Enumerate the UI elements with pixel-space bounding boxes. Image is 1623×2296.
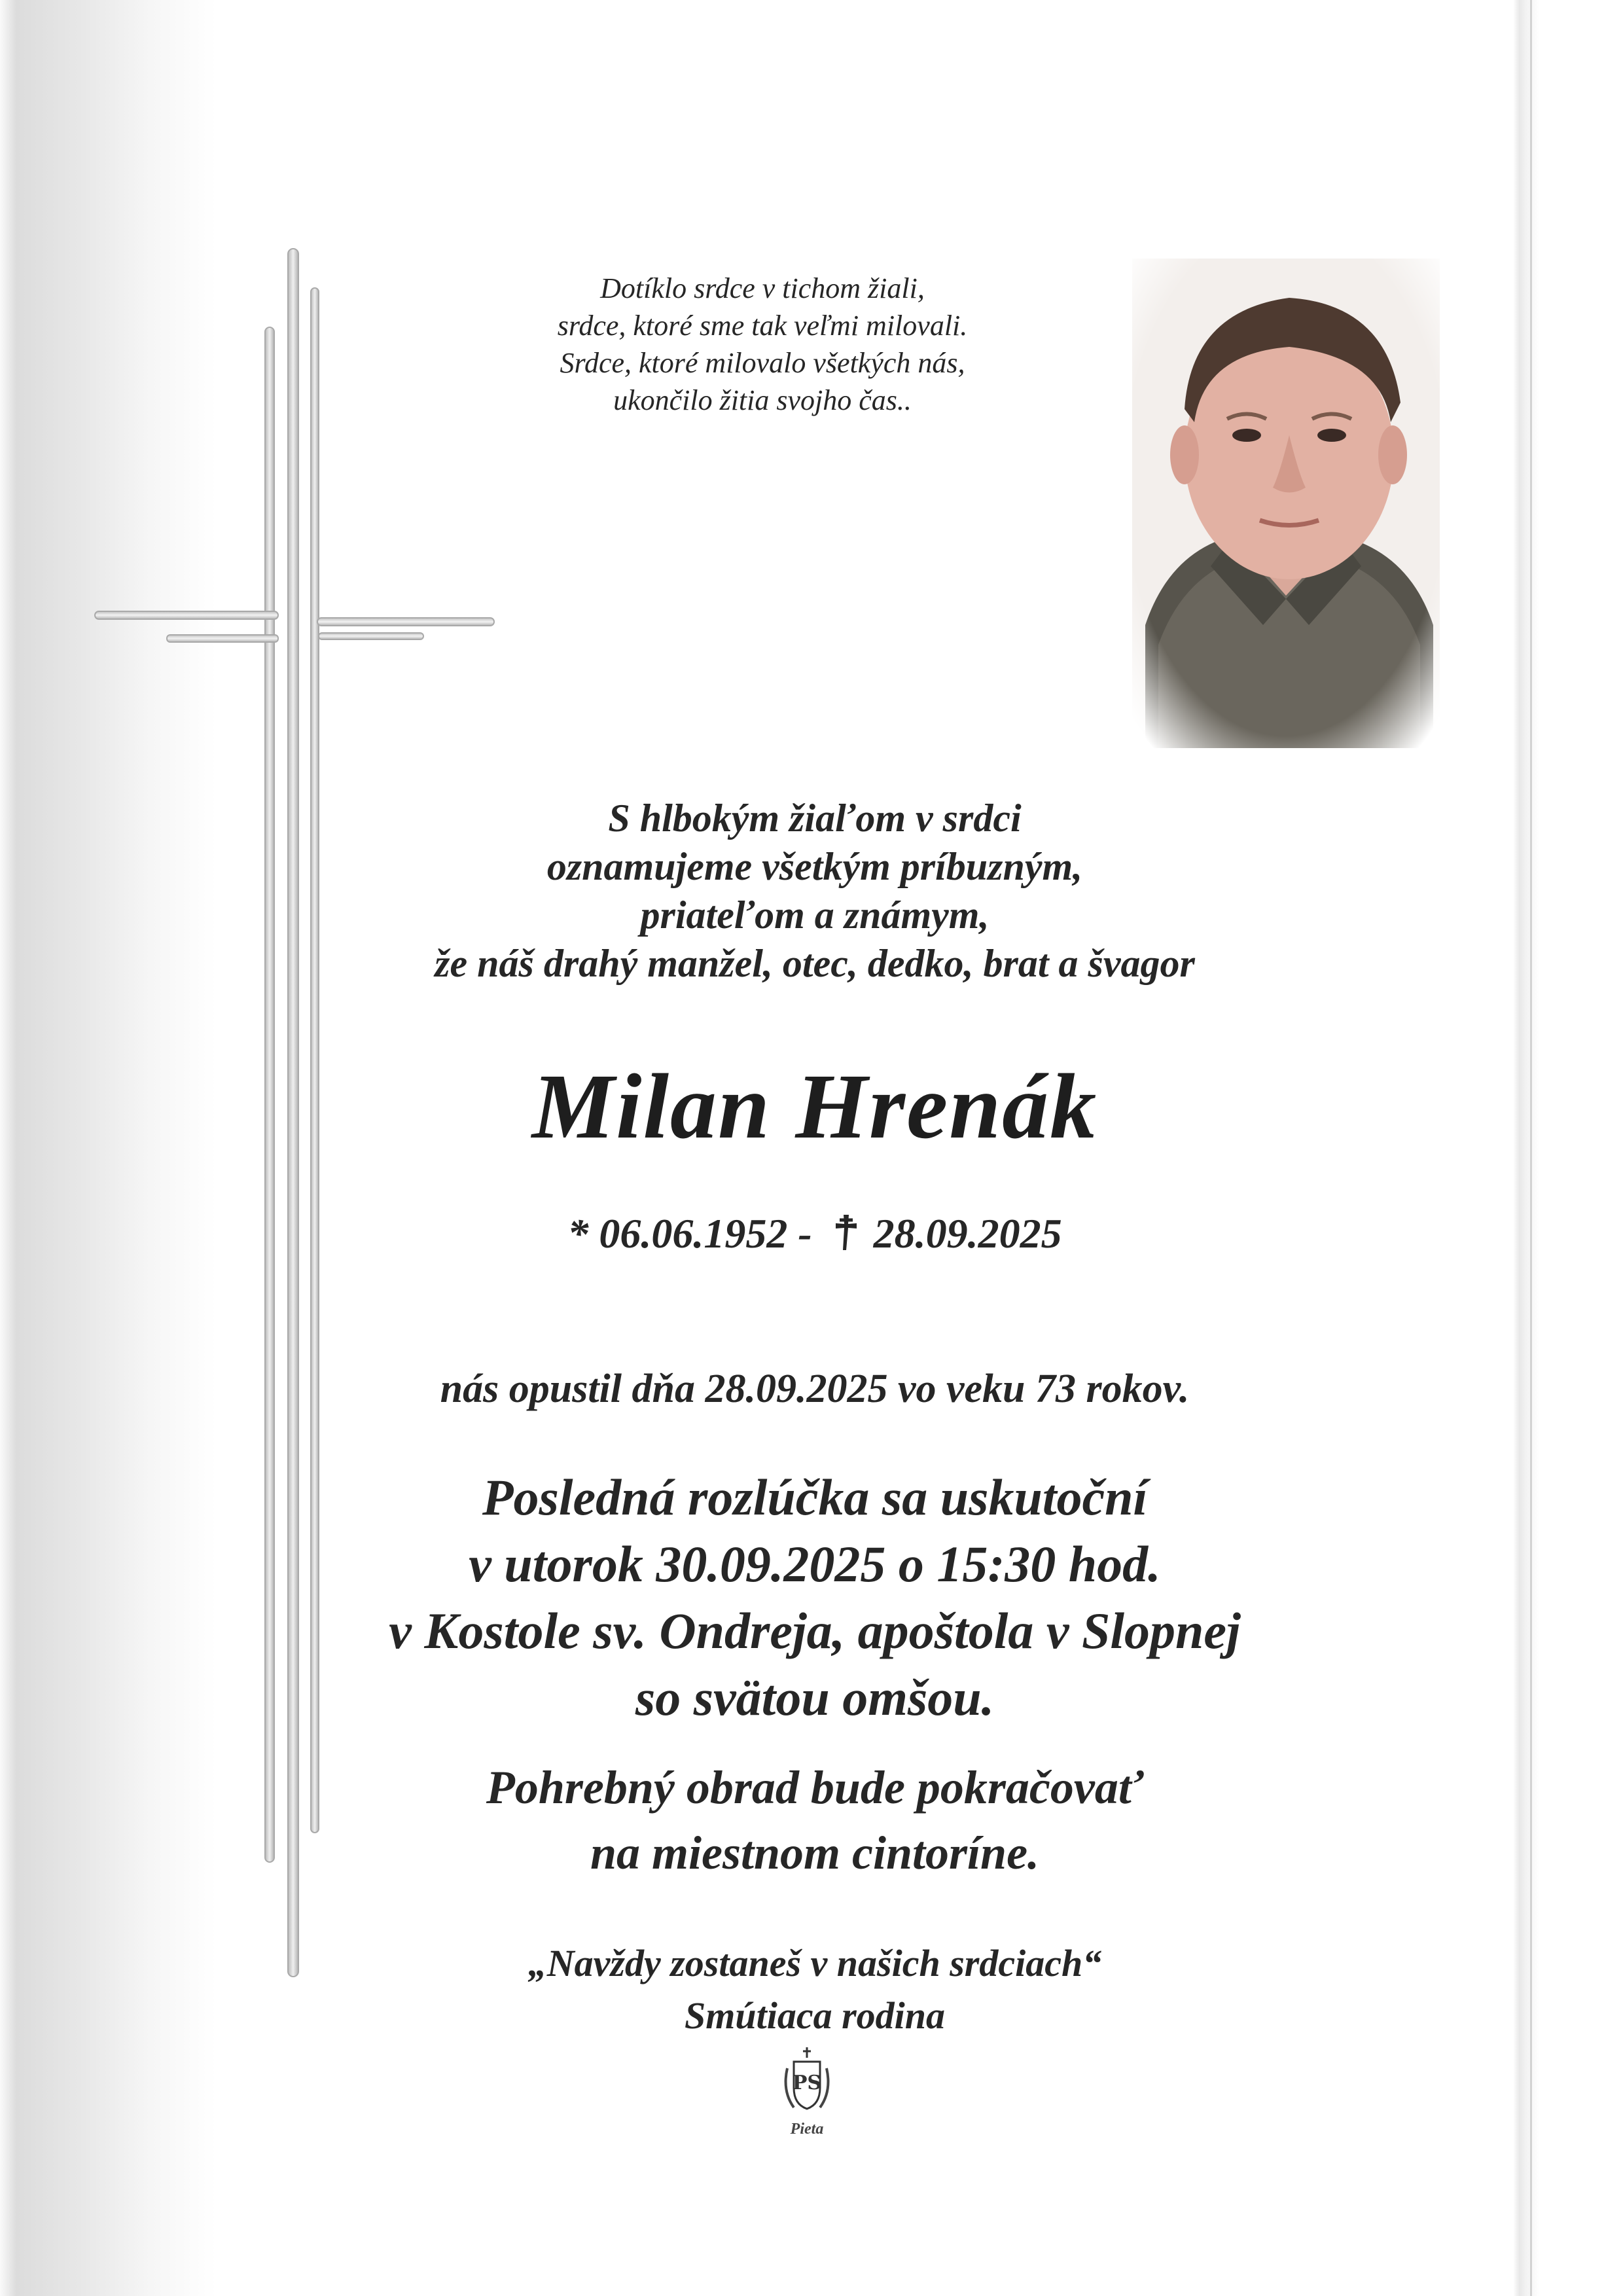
closing-text [262,1937,1368,2042]
announcement-line: oznamujeme všetkým príbuzným, [546,845,1083,888]
deceased-name: Milan Hrenák [531,1054,1098,1158]
cross-horizontal-bar-4 [319,633,423,639]
life-dates [262,1208,1368,1260]
death-date: 28.09.2025 [873,1210,1062,1257]
funeral-info [262,1464,1368,1731]
funeral-line: so svätou omšou. [635,1669,995,1726]
closing-signature: Smútiaca rodina [684,1994,946,2037]
funeral-line: Posledná rozlúčka sa uskutoční [482,1469,1148,1526]
burial-line: na miestnom cintoríne. [590,1827,1040,1879]
verse-line: Dotíklo srdce v tichom žiali, [600,272,925,304]
page-right-edge [1513,0,1539,2296]
verse-line: Srdce, ktoré milovalo všetkých nás, [560,347,965,379]
closing-quote: „Navždy zostaneš v našich srdciach“ [527,1942,1102,1984]
passed-away-text: nás opustil dňa 28.09.2025 vo veku 73 rokov. [440,1367,1190,1411]
logo-caption: Pieta [790,2121,824,2138]
page-fold-shadow [0,0,216,2296]
burial-line: Pohrebný obrad bude pokračovať [486,1761,1144,1814]
funeral-line: v utorok 30.09.2025 o 15:30 hod. [469,1535,1161,1592]
cross-horizontal-bar-2 [317,618,494,626]
logo-monogram: PS [792,2072,822,2094]
memorial-verse [380,270,1145,419]
announcement-text [262,794,1368,988]
page-right-line [1530,0,1532,2296]
announcement-line: priateľom a známym, [640,893,990,937]
cross-icon [832,1213,861,1251]
deceased-portrait [1132,259,1440,748]
funeral-line: v Kostole sv. Ondreja, apoštola v Slopnej [389,1602,1241,1659]
birth-date: * 06.06.1952 - [567,1210,812,1257]
verse-line: ukončilo žitia svojho čas.. [613,384,912,416]
burial-info [262,1755,1368,1886]
verse-line: srdce, ktoré sme tak veľmi milovali. [557,310,968,342]
announcement-line: že náš drahý manžel, otec, dedko, brat a švagor [435,942,1195,985]
announcement-line: S hlbokým žiaľom v srdci [608,797,1022,840]
